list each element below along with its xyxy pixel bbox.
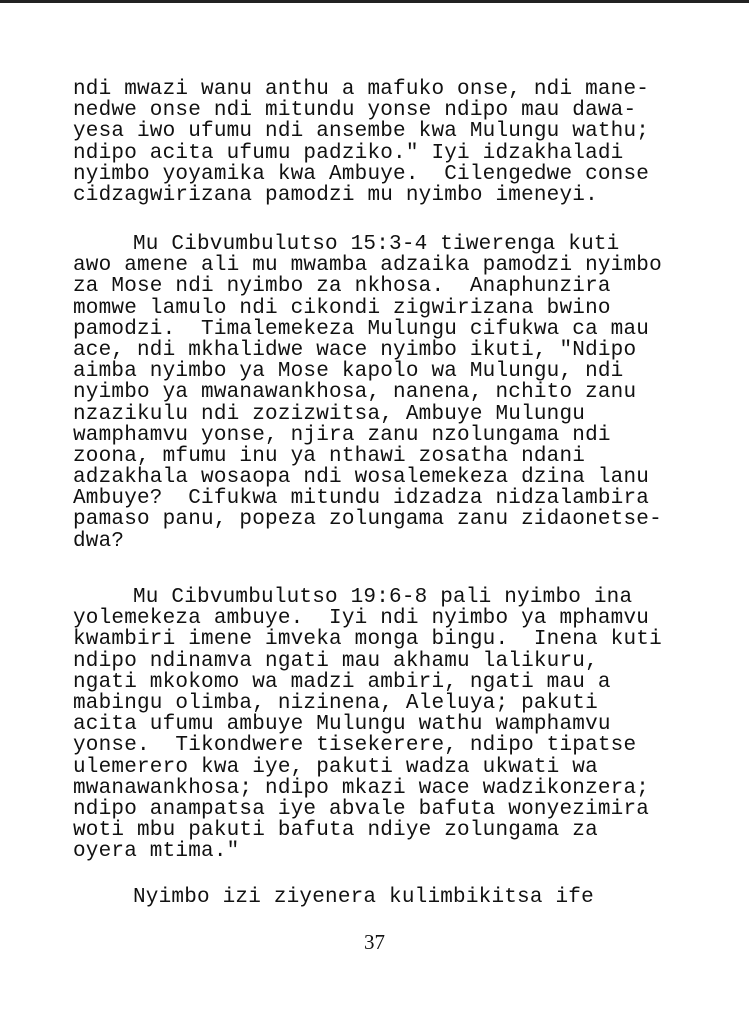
paragraph-1 [73, 79, 649, 206]
text-line: adzakhala wosaopa ndi wosalemekeza dzina lanu [73, 466, 650, 490]
text-line: nedwe onse ndi mitundu yonse ndipo mau dawa- [73, 99, 637, 123]
text-line: momwe lamulo ndi cikondi zigwirizana bwino [73, 296, 611, 320]
top-border-rule [0, 0, 749, 3]
text-line: ndipo acita ufumu padziko." Iyi idzakhaladi [73, 141, 624, 165]
text-line: Ambuye? Cifukwa mitundu idzadza nidzalambira [73, 487, 650, 511]
paragraph-4 [73, 887, 594, 908]
text-line: awo amene ali mu mwamba adzaika pamodzi nyimbo [73, 254, 662, 278]
text-line: Mu Cibvumbulutso 19:6-8 pali nyimbo ina [133, 586, 633, 609]
text-line: ulemerero kwa iye, pakuti wadza ukwati wa [73, 755, 598, 779]
text-line: mwanawankhosa; ndipo mkazi wace wadzikonzera; [73, 776, 650, 800]
paragraph-2 [73, 234, 662, 552]
text-line: ndi mwazi wanu anthu a mafuko onse, ndi mane- [73, 78, 650, 101]
text-line: woti mbu pakuti bafuta ndiye zolungama za [73, 819, 598, 843]
text-line: ndipo anampatsa iye abvale bafuta wonyezimira [73, 797, 650, 821]
text-line: kwambiri imene imveka monga bingu. Inena kuti [73, 628, 662, 652]
text-line: yolemekeza ambuye. Iyi ndi nyimbo ya mphamvu [73, 607, 650, 631]
text-line: wamphamvu yonse, njira zanu nzolungama ndi [73, 423, 611, 447]
text-line: Mu Cibvumbulutso 15:3-4 tiwerenga kuti [133, 233, 620, 256]
text-line: aimba nyimbo ya Mose kapolo wa Mulungu, ndi [73, 360, 624, 384]
text-line: dwa? [73, 529, 125, 553]
text-line: pamaso panu, popeza zolungama zanu zidaonetse- [73, 508, 662, 532]
page-number [0, 930, 749, 954]
text-line: oyera mtima." [73, 840, 240, 864]
text-line: ace, ndi mkhalidwe wace nyimbo ikuti, "Ndipo [73, 338, 637, 362]
text-line: pamodzi. Timalemekeza Mulungu cifukwa ca mau [73, 317, 650, 341]
text-line: mabingu olimba, nizinena, Aleluya; pakuti [73, 691, 598, 715]
text-line: cidzagwirizana pamodzi mu nyimbo imeneyi. [73, 183, 598, 207]
page-number-text: 37 [364, 930, 385, 954]
text-line: Nyimbo izi ziyenera kulimbikitsa ife [133, 886, 594, 909]
text-line: yesa iwo ufumu ndi ansembe kwa Mulungu wathu; [73, 120, 650, 144]
text-line: ndipo ndinamva ngati mau akhamu lalikuru, [73, 649, 598, 673]
text-line: za Mose ndi nyimbo za nkhosa. Anaphunzira [73, 275, 611, 299]
text-line: yonse. Tikondwere tisekerere, ndipo tipatse [73, 734, 637, 758]
text-line: nzazikulu ndi zozizwitsa, Ambuye Mulungu [73, 402, 586, 426]
paragraph-3 [73, 587, 662, 862]
text-line: nyimbo yoyamika kwa Ambuye. Cilengedwe conse [73, 162, 650, 186]
text-line: zoona, mfumu inu ya nthawi zosatha ndani [73, 444, 586, 468]
text-line: nyimbo ya mwanawankhosa, nanena, nchito zanu [73, 381, 637, 405]
text-line: acita ufumu ambuye Mulungu wathu wamphamvu [73, 713, 611, 737]
text-line: ngati mkokomo wa madzi ambiri, ngati mau a [73, 670, 611, 694]
